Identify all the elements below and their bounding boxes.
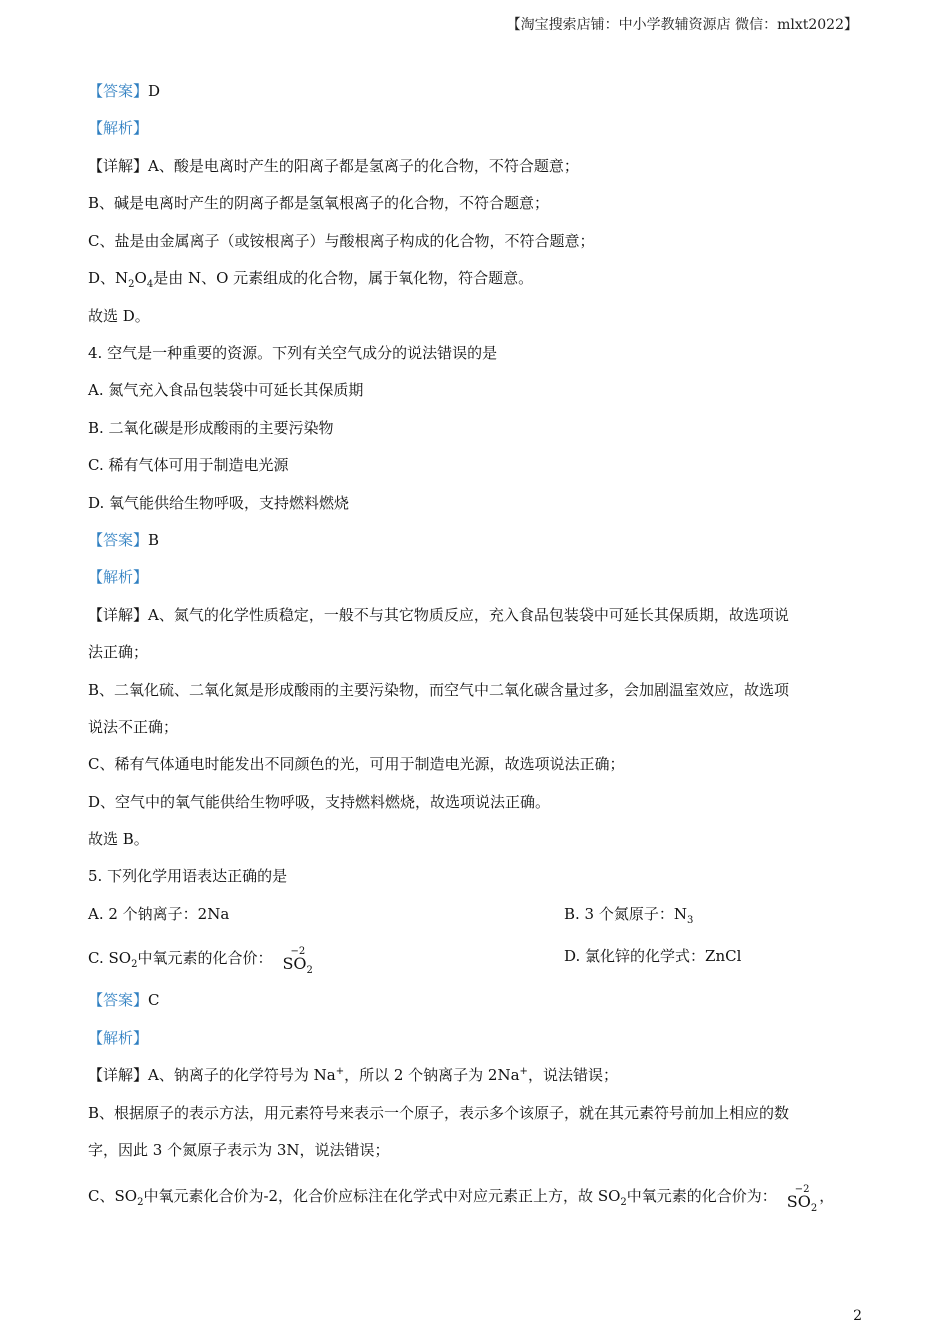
q5-analysis-tag: 【解析】 [88, 1029, 149, 1047]
q4-stem: 4. 空气是一种重要的资源。下列有关空气成分的说法错误的是 [88, 344, 498, 362]
valence-notation: −2 $SO_2$ [786, 1184, 818, 1215]
detail-tag: 【详解】 [88, 1066, 149, 1084]
answer-value: D [148, 82, 161, 100]
q4-detail-b1: B、二氧化硫、二氧化氮是形成酸雨的主要污染物，而空气中二氧化碳含量过多，会加剧温室效应，故选项 [88, 681, 790, 699]
answer-tag: 【答案】 [88, 82, 149, 100]
q4-detail-c: C、稀有气体通电时能发出不同颜色的光，可用于制造电光源，故选项说法正确； [88, 755, 625, 773]
q3-conclusion: 故选 D。 [88, 307, 150, 325]
q5-detail-b1: B、根据原子的表示方法，用元素符号来表示一个原子，表示多个该原子，就在其元素符号前加上相应的数 [88, 1104, 790, 1122]
q4-option-b: B. 二氧化碳是形成酸雨的主要污染物 [88, 419, 334, 437]
valence-notation: −2 $SO_2$ [282, 946, 313, 977]
q5-option-b: B. 3 个氮原子：$N_3$ [564, 905, 694, 926]
q4-detail-d: D、空气中的氧气能供给生物呼吸，支持燃料燃烧，故选项说法正确。 [88, 793, 551, 811]
q3-analysis-tag: 【解析】 [88, 119, 149, 137]
page-header: 【淘宝搜索店铺：中小学教辅资源店 微信：mlxt2022】 [506, 17, 858, 33]
page-number: 2 [853, 1308, 862, 1324]
q3-detail-d: D、$N_2O_4$是由 N、O 元素组成的化合物，属于氧化物，符合题意。 [88, 269, 534, 290]
q5-options-row1 [88, 904, 868, 924]
q5-options-row2 [88, 946, 868, 977]
q5-option-d: D. 氯化锌的化学式：ZnCl [564, 947, 742, 965]
q5-stem: 5. 下列化学用语表达正确的是 [88, 867, 288, 885]
q4-analysis-tag: 【解析】 [88, 568, 149, 586]
q5-option-c: C. $SO_2$中氧元素的化合价： −2 $SO_2$ [88, 946, 313, 977]
q3-answer [88, 81, 868, 101]
q4-option-c: C. 稀有气体可用于制造电光源 [88, 456, 289, 474]
answer-tag: 【答案】 [88, 991, 149, 1009]
q5-answer [88, 990, 868, 1010]
q4-answer [88, 530, 868, 550]
answer-value: C [148, 991, 160, 1009]
q5-option-a: A. 2 个钠离子：2Na [88, 905, 230, 923]
q3-detail-a: 【详解】A、酸是电离时产生的阳离子都是氢离子的化合物，不符合题意； [88, 157, 579, 175]
answer-tag: 【答案】 [88, 531, 149, 549]
q5-detail-b2: 字，因此 3 个氮原子表示为 3N，说法错误； [88, 1141, 390, 1159]
q3-detail-c: C、盐是由金属离子（或铵根离子）与酸根离子构成的化合物，不符合题意； [88, 232, 595, 250]
q4-detail-a1: 【详解】A、氮气的化学性质稳定，一般不与其它物质反应，充入食品包装袋中可延长其保质期，故选项说 [88, 606, 789, 624]
q4-detail-b2: 说法不正确； [88, 718, 179, 736]
detail-tag: 【详解】 [88, 157, 149, 175]
detail-tag: 【详解】 [88, 606, 149, 624]
q3-detail-b: B、碱是电离时产生的阴离子都是氢氧根离子的化合物，不符合题意； [88, 194, 550, 212]
q4-option-a: A. 氮气充入食品包装袋中可延长其保质期 [88, 381, 364, 399]
q4-option-d: D. 氧气能供给生物呼吸，支持燃料燃烧 [88, 494, 350, 512]
q5-detail-a: 【详解】A、钠离子的化学符号为 Na+，所以 2 个钠离子为 2Na+，说法错误； [88, 1066, 618, 1084]
q5-detail-c: C、$SO_2$中氧元素化合价为-2，化合价应标注在化学式中对应元素正上方，故 $SO_2$中氧元素的化合价为： −2 $SO_2$， [88, 1184, 835, 1215]
answer-value: B [148, 531, 160, 549]
q4-detail-a2: 法正确； [88, 643, 149, 661]
q4-conclusion: 故选 B。 [88, 830, 149, 848]
